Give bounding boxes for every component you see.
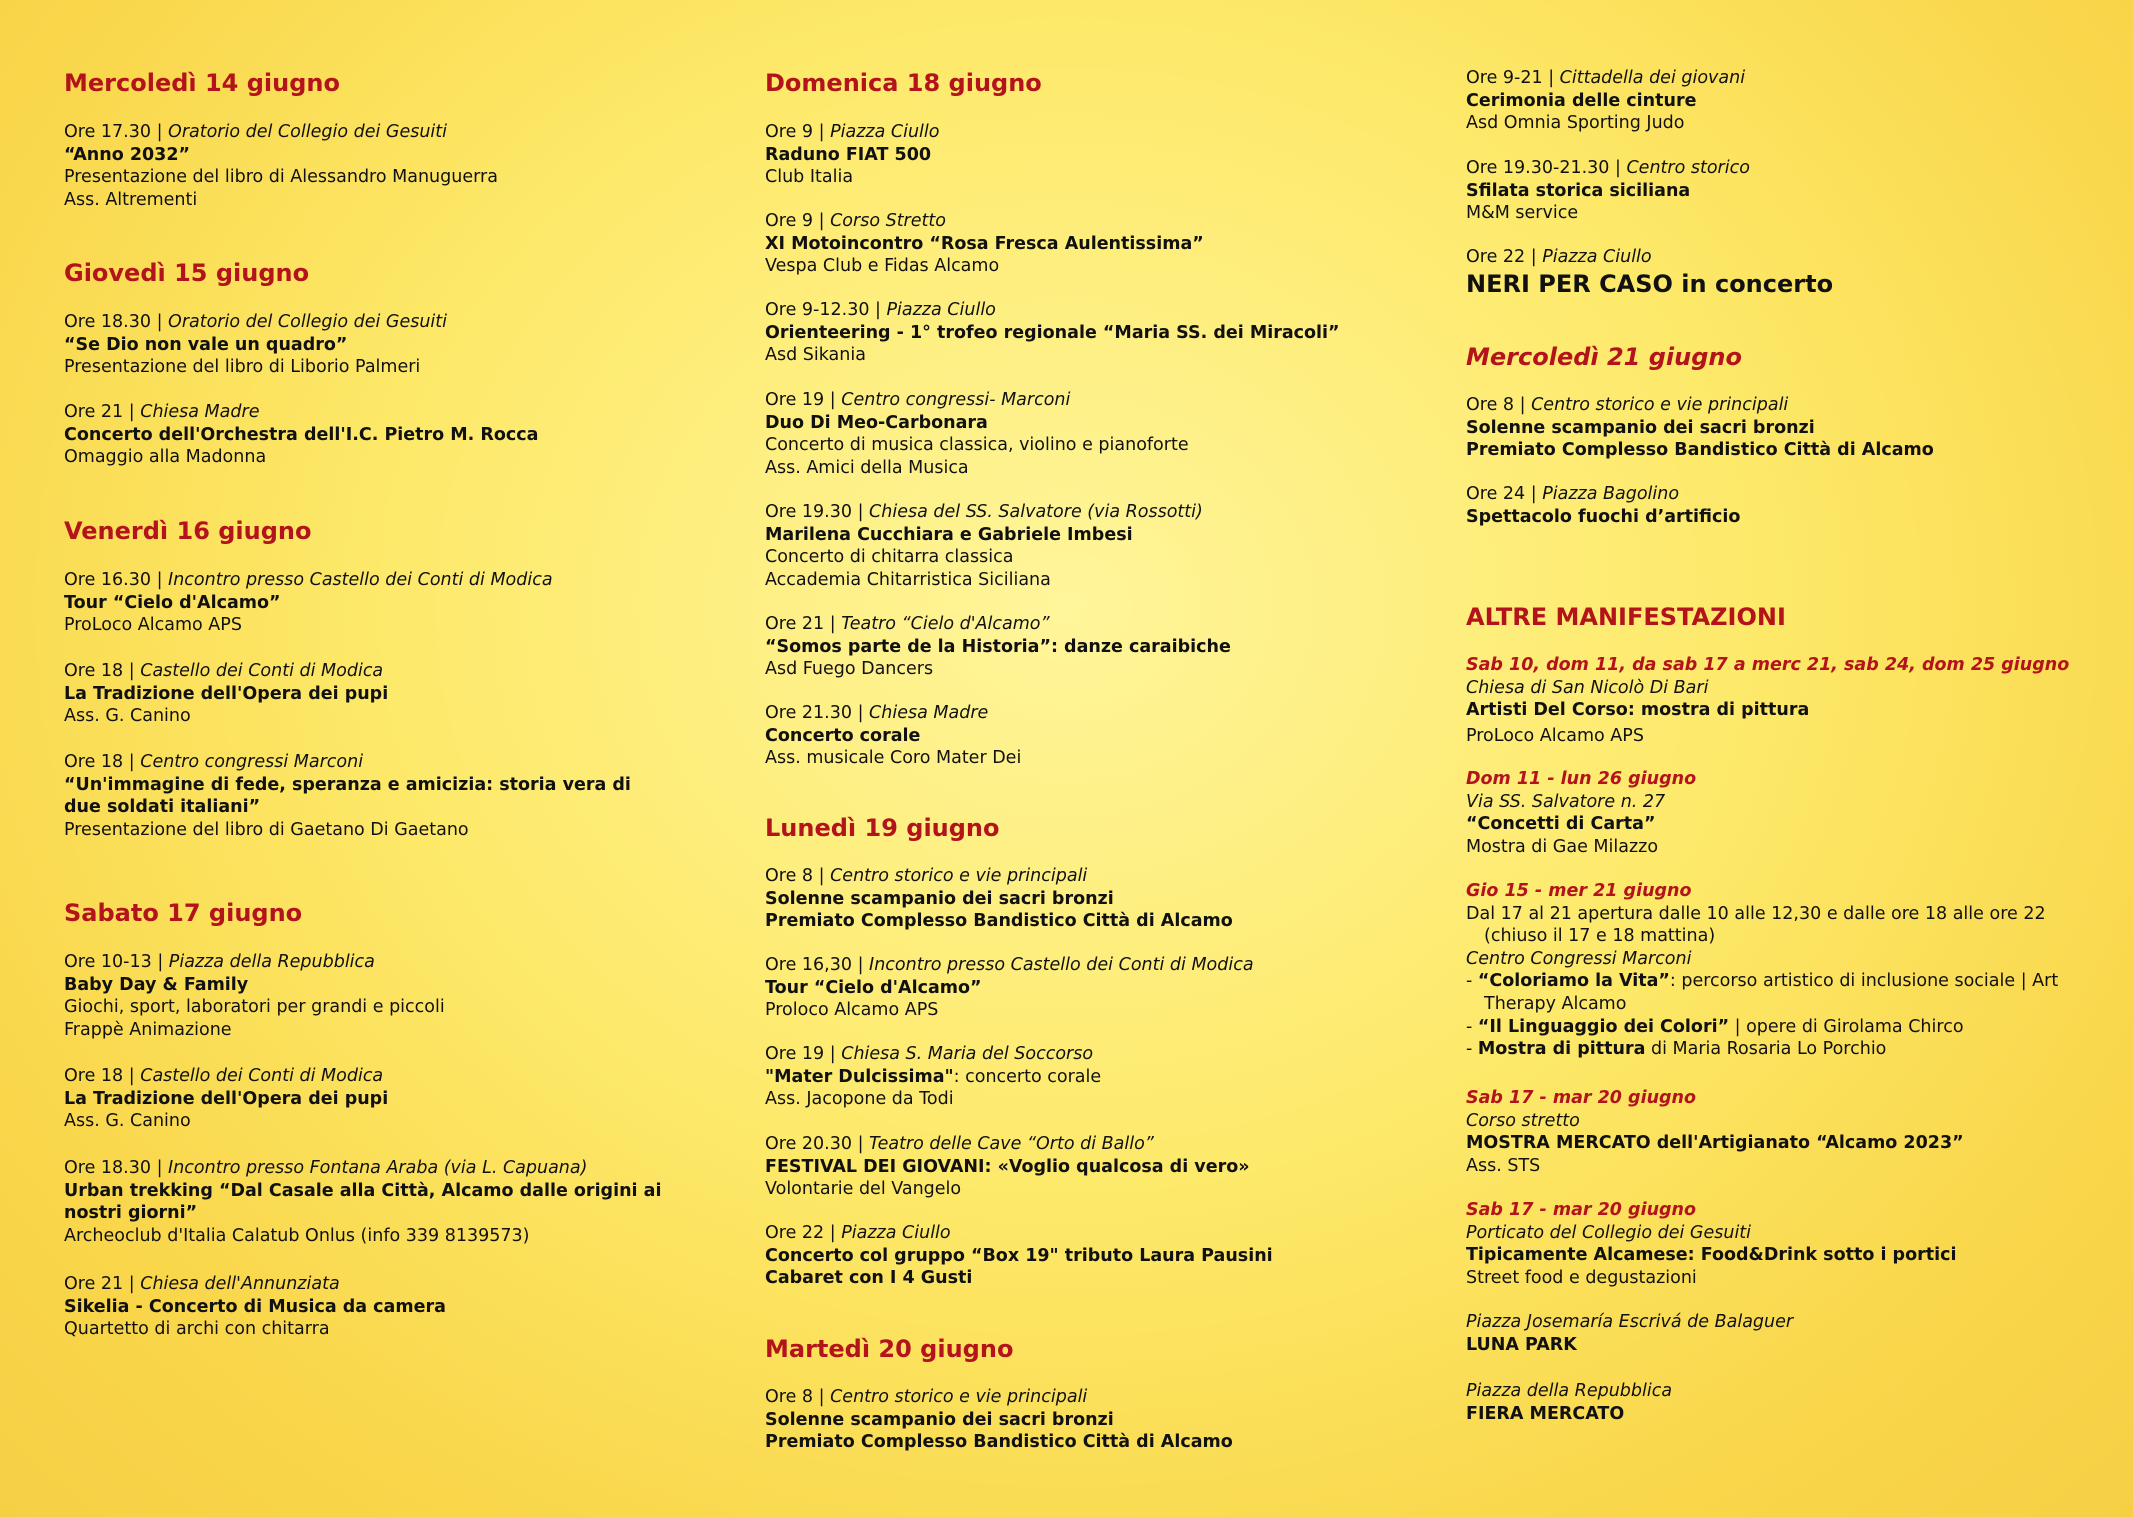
event-location: Chiesa dell'Annunziata — [140, 1274, 340, 1294]
event: Ore 19 | Chiesa S. Maria del Soccorso "Mater Dulcissima": concerto corale Ass. Jacopone da Todi — [765, 1044, 1102, 1110]
event: Ore 19.30-21.30 | Centro storico Sfilata storica siciliana M&M service — [1466, 157, 2086, 225]
event-location: Via SS. Salvatore n. 27 — [1466, 791, 1666, 812]
event-title: FIERA MERCATO — [1466, 1403, 1625, 1424]
event: Ore 22 | Piazza Ciullo Concerto col gruppo “Box 19" tributo Laura Pausini Cabaret con I 4 Gusti — [765, 1222, 1405, 1290]
event — [1466, 1380, 2086, 1425]
event: Ore 16.30 | Incontro presso Castello dei Conti di Modica Tour “Cielo d'Alcamo” ProLoco Alcamo APS — [64, 569, 704, 637]
event: Ore 18 | Centro congressi Marconi “Un'immagine di fede, speranza e amicizia: storia vera di due soldati italiani” Presentazione del libro di Gaetano Di Gaetano — [64, 751, 704, 841]
event-title: Urban trekking “Dal Casale alla Città, Alcamo dalle origini ai nostri giorni” — [64, 1180, 662, 1224]
event: Ore 9-12.30 | Piazza Ciullo Orienteering - 1° trofeo regionale “Maria SS. dei Miracoli” Asd Sikania — [765, 299, 1405, 367]
event-location: Piazza della Repubblica — [168, 952, 375, 972]
event-location: Piazza Ciullo — [886, 300, 996, 320]
event-title: “Anno 2032” — [64, 144, 191, 165]
event-location: Piazza Ciullo — [841, 1223, 951, 1243]
event-title: La Tradizione dell'Opera dei pupi — [64, 683, 389, 704]
event-location: Piazza Josemaría Escrivá de Balaguer — [1466, 1312, 1794, 1332]
event: Ore 18 | Castello dei Conti di Modica La Tradizione dell'Opera dei pupi Ass. G. Canino — [64, 660, 704, 728]
event-location: Centro congressi Marconi — [140, 752, 364, 772]
event: Ore 24 | Piazza Bagolino Spettacolo fuochi d’artificio — [1466, 483, 2086, 528]
event: Dom 11 - lun 26 giugno Via SS. Salvatore n. 27 “Concetti di Carta” Mostra di Gae Milazzo — [1466, 768, 2086, 858]
event: Ore 17.30 | Oratorio del Collegio dei Gesuiti “Anno 2032” Presentazione del libro di Alessandro Manuguerra Ass. Altrementi — [64, 121, 704, 211]
event-title: MOSTRA MERCATO dell'Artigianato “Alcamo 2023” — [1466, 1133, 1964, 1154]
event-location: Piazza Bagolino — [1542, 484, 1680, 504]
event-title: Tipicamente Alcamese: Food&Drink sotto i portici — [1466, 1245, 1957, 1266]
event-title: FESTIVAL DEI GIOVANI: «Voglio qualcosa di vero» — [765, 1156, 1250, 1177]
event-title: La Tradizione dell'Opera dei pupi — [64, 1088, 389, 1109]
event: Ore 21.30 | Chiesa Madre Concerto corale Ass. musicale Coro Mater Dei — [765, 702, 1405, 770]
event-title: Solenne scampanio dei sacri bronzi — [765, 888, 1114, 909]
event: Ore 8 | Centro storico e vie principali Solenne scampanio dei sacri bronzi Premiato Complesso Bandistico Città di Alcamo — [1466, 394, 2086, 462]
event-title: Artisti Del Corso: mostra di pittura — [1466, 700, 1810, 721]
event-dates: Sab 17 - mar 20 giugno — [1466, 1088, 1697, 1108]
event: Gio 15 - mer 21 giugno Dal 17 al 21 apertura dalle 10 alle 12,30 e dalle ore 18 alle ore 22 (chiuso il 17 e 18 mattina) Centro Congressi Marconi - “Coloriamo la Vita”: percorso artistico di inclusione sociale | Art Therapy Alcamo - “Il Linguaggio dei Colori” | opere di Girolama Chirco - Mostra di pittura di Maria Rosaria Lo Porchio — [1466, 880, 2086, 1061]
event: Ore 8 | Centro storico e vie principali Solenne scampanio dei sacri bronzi Premiato Complesso Bandistico Città di Alcamo — [765, 865, 1405, 933]
event: Ore 22 | Piazza Ciullo NERI PER CASO in concerto — [1466, 246, 2086, 299]
event-location: Oratorio del Collegio dei Gesuiti — [168, 312, 448, 332]
event-title: Sikelia - Concerto di Musica da camera — [64, 1296, 446, 1317]
event-location: Centro congressi- Marconi — [841, 390, 1071, 410]
event-location: Incontro presso Castello dei Conti di Modica — [168, 570, 553, 590]
day-heading: Domenica 18 giugno — [765, 69, 1042, 97]
event-location: Incontro presso Castello dei Conti di Modica — [869, 955, 1254, 975]
event: Sab 17 - mar 20 giugno Porticato del Collegio dei Gesuiti Tipicamente Alcamese: Food&Drink sotto i portici Street food e degustazioni — [1466, 1199, 2086, 1289]
event-dates: Sab 10, dom 11, da sab 17 a merc 21, sab 24, dom 25 giugno — [1466, 655, 2070, 675]
event-title: NERI PER CASO in concerto — [1466, 269, 1834, 298]
event-location: Cittadella dei giovani — [1559, 68, 1746, 88]
event: Ore 8 | Centro storico e vie principali Solenne scampanio dei sacri bronzi Premiato Complesso Bandistico Città di Alcamo — [765, 1386, 1405, 1454]
event-location: Castello dei Conti di Modica — [140, 661, 384, 681]
event-title: Concerto dell'Orchestra dell'I.C. Pietro M. Rocca — [64, 424, 539, 445]
event-title: Spettacolo fuochi d’artificio — [1466, 506, 1741, 527]
event: Ore 20.30 | Teatro delle Cave “Orto di Ballo” FESTIVAL DEI GIOVANI: «Voglio qualcosa di vero» Volontarie del Vangelo — [765, 1133, 1405, 1201]
event: Ore 18.30 | Oratorio del Collegio dei Gesuiti “Se Dio non vale un quadro” Presentazione del libro di Liborio Palmeri — [64, 311, 704, 379]
event-location: Centro storico e vie principali — [830, 1387, 1088, 1407]
event-title: Solenne scampanio dei sacri bronzi — [1466, 417, 1815, 438]
event-location: Chiesa di San Nicolò Di Bari — [1466, 677, 1709, 698]
event: Ore 19.30 | Chiesa del SS. Salvatore (via Rossotti) Marilena Cucchiara e Gabriele Imbesi Concerto di chitarra classica Accademia Chitarristica Siciliana — [765, 501, 1405, 591]
event-title: LUNA PARK — [1466, 1334, 1577, 1355]
event-location: Piazza della Repubblica — [1466, 1381, 1673, 1401]
event-title: XI Motoincontro “Rosa Fresca Aulentissima” — [765, 233, 1204, 254]
event-title: Sfilata storica siciliana — [1466, 180, 1691, 201]
event-title: Marilena Cucchiara e Gabriele Imbesi — [765, 524, 1133, 545]
event-dates: Dom 11 - lun 26 giugno — [1466, 769, 1697, 789]
event-location: Chiesa S. Maria del Soccorso — [841, 1044, 1094, 1064]
event: Ore 21 | Chiesa Madre Concerto dell'Orchestra dell'I.C. Pietro M. Rocca Omaggio alla Madonna — [64, 401, 704, 469]
event: Ore 18.30 | Incontro presso Fontana Araba (via L. Capuana) Urban trekking “Dal Casale alla Città, Alcamo dalle origini ai nostri giorni” Archeoclub d'Italia Calatub Onlus (info 339 8139573) — [64, 1157, 704, 1247]
section-heading-altre-manifestazioni: ALTRE MANIFESTAZIONI — [1466, 603, 1786, 631]
event: Ore 21 | Teatro “Cielo d'Alcamo” “Somos parte de la Historia”: danze caraibiche Asd Fuego Dancers — [765, 613, 1405, 681]
event-title: Concerto col gruppo “Box 19" tributo Laura Pausini — [765, 1245, 1273, 1266]
event-title: Orienteering - 1° trofeo regionale “Maria SS. dei Miracoli” — [765, 322, 1340, 343]
event: Sab 10, dom 11, da sab 17 a merc 21, sab 24, dom 25 giugno Chiesa di San Nicolò Di Bari Artisti Del Corso: mostra di pittura ProLoco Alcamo APS — [1466, 654, 2086, 747]
event-location: Centro storico e vie principali — [830, 866, 1088, 886]
event-location: Teatro delle Cave “Orto di Ballo” — [869, 1134, 1154, 1154]
event-location: Porticato del Collegio dei Gesuiti — [1466, 1222, 1752, 1243]
day-heading: Martedì 20 giugno — [765, 1335, 1014, 1363]
event-location: Chiesa Madre — [869, 703, 989, 723]
event-location: Centro storico e vie principali — [1531, 395, 1789, 415]
event: Ore 10-13 | Piazza della Repubblica Baby Day & Family Giochi, sport, laboratori per grandi e piccoli Frappè Animazione — [64, 951, 704, 1041]
event: Sab 17 - mar 20 giugno Corso stretto MOSTRA MERCATO dell'Artigianato “Alcamo 2023” Ass. STS — [1466, 1087, 2086, 1177]
event-location: Piazza Ciullo — [1542, 247, 1652, 267]
event-dates: Sab 17 - mar 20 giugno — [1466, 1200, 1697, 1220]
event-location: Centro storico — [1626, 158, 1750, 178]
event-location: Incontro presso Fontana Araba (via L. Capuana) — [168, 1158, 588, 1178]
event-title: “Concetti di Carta” — [1466, 814, 1656, 835]
event: Ore 19 | Centro congressi- Marconi Duo Di Meo-Carbonara Concerto di musica classica, violino e pianoforte Ass. Amici della Musica — [765, 389, 1405, 479]
exhibition-item: - “Coloriamo la Vita”: percorso artistico di inclusione sociale | Art — [1466, 971, 2059, 992]
day-heading: Mercoledì 14 giugno — [64, 69, 340, 97]
exhibition-item: - Mostra di pittura di Maria Rosaria Lo Porchio — [1466, 1039, 1887, 1060]
event: Ore 18 | Castello dei Conti di Modica La Tradizione dell'Opera dei pupi Ass. G. Canino — [64, 1065, 704, 1133]
event-location: Oratorio del Collegio dei Gesuiti — [168, 122, 448, 142]
event-title: Concerto corale — [765, 725, 921, 746]
event-title: Tour “Cielo d'Alcamo” — [765, 977, 982, 998]
exhibition-item: - “Il Linguaggio dei Colori” | opere di Girolama Chirco — [1466, 1016, 1964, 1037]
day-heading: Sabato 17 giugno — [64, 899, 303, 927]
event-title: “Somos parte de la Historia”: danze caraibiche — [765, 636, 1231, 657]
event-location: Corso Stretto — [830, 211, 946, 231]
event-title: Cerimonia delle cinture — [1466, 90, 1697, 111]
event-title: “Se Dio non vale un quadro” — [64, 334, 348, 355]
event — [1466, 1311, 2086, 1356]
day-heading: Lunedì 19 giugno — [765, 814, 1000, 842]
event-title: Duo Di Meo-Carbonara — [765, 412, 988, 433]
event: Ore 21 | Chiesa dell'Annunziata Sikelia - Concerto di Musica da camera Quartetto di archi con chitarra — [64, 1273, 704, 1341]
day-heading: Mercoledì 21 giugno — [1466, 343, 1742, 371]
event-title: Solenne scampanio dei sacri bronzi — [765, 1409, 1114, 1430]
event-title: “Un'immagine di fede, speranza e amicizia: storia vera di due soldati italiani” — [64, 774, 631, 818]
event-location: Castello dei Conti di Modica — [140, 1066, 384, 1086]
event-location: Corso stretto — [1466, 1110, 1580, 1131]
event-location: Chiesa Madre — [140, 402, 260, 422]
event: Ore 16,30 | Incontro presso Castello dei Conti di Modica Tour “Cielo d'Alcamo” Proloco Alcamo APS — [765, 954, 1405, 1022]
event-location: Piazza Ciullo — [830, 122, 940, 142]
day-heading: Giovedì 15 giugno — [64, 259, 310, 287]
event-title: Raduno FIAT 500 — [765, 144, 932, 165]
event-title: Baby Day & Family — [64, 974, 249, 995]
event-location: Centro Congressi Marconi — [1466, 948, 1692, 969]
event-dates: Gio 15 - mer 21 giugno — [1466, 881, 1692, 901]
event: Ore 9 | Piazza Ciullo Raduno FIAT 500 Club Italia — [765, 121, 1405, 189]
event-location: Teatro “Cielo d'Alcamo” — [841, 614, 1050, 634]
day-heading: Venerdì 16 giugno — [64, 517, 312, 545]
event-title: Tour “Cielo d'Alcamo” — [64, 592, 281, 613]
event-location: Chiesa del SS. Salvatore (via Rossotti) — [869, 502, 1203, 522]
event: Ore 9-21 | Cittadella dei giovani Cerimonia delle cinture Asd Omnia Sporting Judo — [1466, 67, 2086, 135]
event: Ore 9 | Corso Stretto XI Motoincontro “Rosa Fresca Aulentissima” Vespa Club e Fidas Alcamo — [765, 210, 1405, 278]
event-title: "Mater Dulcissima" — [765, 1066, 954, 1087]
